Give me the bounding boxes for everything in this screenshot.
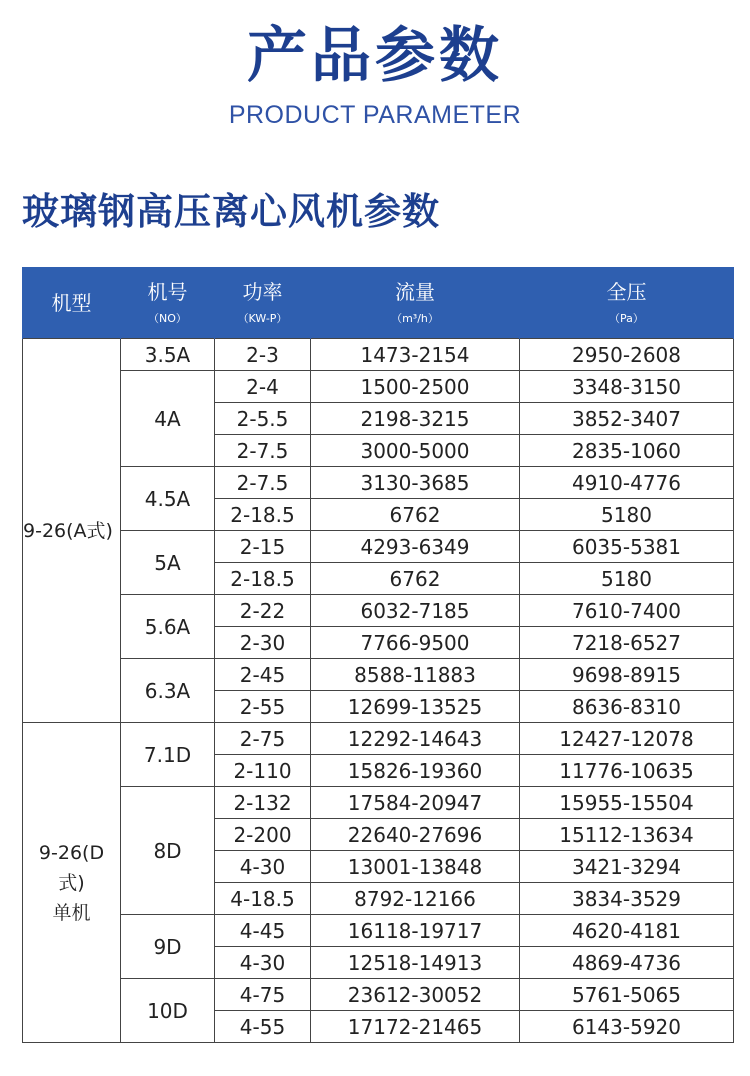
pressure-cell: 15112-13634 [520, 819, 734, 851]
power-cell: 2-45 [215, 659, 311, 691]
table-body [23, 339, 734, 1043]
power-cell: 4-55 [215, 1011, 311, 1043]
flow-cell: 16118-19717 [311, 915, 520, 947]
header-pressure-unit: （Pa） [609, 311, 644, 325]
power-cell: 2-18.5 [215, 499, 311, 531]
pressure-cell: 3834-3529 [520, 883, 734, 915]
flow-cell: 13001-13848 [311, 851, 520, 883]
flow-cell: 22640-27696 [311, 819, 520, 851]
table-row [23, 339, 734, 371]
flow-cell: 1500-2500 [311, 371, 520, 403]
flow-cell: 1473-2154 [311, 339, 520, 371]
section-title: 玻璃钢高压离心风机参数 [22, 190, 440, 233]
flow-cell: 12699-13525 [311, 691, 520, 723]
table-row [23, 723, 734, 755]
pressure-cell: 3852-3407 [520, 403, 734, 435]
power-cell: 2-18.5 [215, 563, 311, 595]
power-cell: 2-200 [215, 819, 311, 851]
pressure-cell: 2950-2608 [520, 339, 734, 371]
header-power [215, 267, 311, 339]
flow-cell: 6762 [311, 563, 520, 595]
header-model [23, 267, 121, 339]
power-cell: 2-15 [215, 531, 311, 563]
machine-no-cell: 4.5A [121, 467, 215, 531]
table-row [23, 915, 734, 947]
header-flow [311, 267, 520, 339]
table-row [23, 787, 734, 819]
model-cell-line: 9-26(D [38, 841, 105, 864]
pressure-cell: 12427-12078 [520, 723, 734, 755]
pressure-cell: 4910-4776 [520, 467, 734, 499]
model-cell-line: 单机 [52, 901, 91, 924]
machine-no-cell: 9D [121, 915, 215, 979]
pressure-cell: 4869-4736 [520, 947, 734, 979]
power-cell: 2-7.5 [215, 435, 311, 467]
flow-cell: 8792-12166 [311, 883, 520, 915]
flow-cell: 3000-5000 [311, 435, 520, 467]
header-machine-no-label: 机号 [147, 279, 188, 304]
parameter-table [22, 267, 734, 1043]
header-power-label: 功率 [242, 279, 283, 304]
power-cell: 4-30 [215, 947, 311, 979]
header-flow-unit: （m³/h） [391, 311, 439, 325]
power-cell: 2-22 [215, 595, 311, 627]
table-row [23, 659, 734, 691]
pressure-cell: 5180 [520, 499, 734, 531]
flow-cell: 6032-7185 [311, 595, 520, 627]
table-row [23, 979, 734, 1011]
pressure-cell: 15955-15504 [520, 787, 734, 819]
power-cell: 2-75 [215, 723, 311, 755]
flow-cell: 15826-19360 [311, 755, 520, 787]
power-cell: 2-7.5 [215, 467, 311, 499]
model-cell-line: 式) [58, 871, 85, 894]
power-cell: 2-110 [215, 755, 311, 787]
pressure-cell: 7610-7400 [520, 595, 734, 627]
pressure-cell: 8636-8310 [520, 691, 734, 723]
pressure-cell: 2835-1060 [520, 435, 734, 467]
power-cell: 4-18.5 [215, 883, 311, 915]
pressure-cell: 6143-5920 [520, 1011, 734, 1043]
power-cell: 2-3 [215, 339, 311, 371]
table-header-row [23, 267, 734, 339]
pressure-cell: 5180 [520, 563, 734, 595]
machine-no-cell: 5.6A [121, 595, 215, 659]
pressure-cell: 7218-6527 [520, 627, 734, 659]
header-model-label: 机型 [51, 290, 92, 315]
flow-cell: 17584-20947 [311, 787, 520, 819]
flow-cell: 3130-3685 [311, 467, 520, 499]
header-machine-no [121, 267, 215, 339]
page-title: 产品参数 [247, 21, 503, 91]
pressure-cell: 3421-3294 [520, 851, 734, 883]
flow-cell: 4293-6349 [311, 531, 520, 563]
power-cell: 2-5.5 [215, 403, 311, 435]
flow-cell: 6762 [311, 499, 520, 531]
machine-no-cell: 3.5A [121, 339, 215, 371]
flow-cell: 8588-11883 [311, 659, 520, 691]
page-subtitle: PRODUCT PARAMETER [228, 101, 522, 129]
pressure-cell: 6035-5381 [520, 531, 734, 563]
table-row [23, 467, 734, 499]
flow-cell: 17172-21465 [311, 1011, 520, 1043]
flow-cell: 2198-3215 [311, 403, 520, 435]
pressure-cell: 5761-5065 [520, 979, 734, 1011]
header-power-unit: （KW-P） [237, 311, 288, 325]
table-row [23, 595, 734, 627]
power-cell: 2-4 [215, 371, 311, 403]
header-pressure [520, 267, 734, 339]
machine-no-cell: 10D [121, 979, 215, 1043]
power-cell: 2-55 [215, 691, 311, 723]
pressure-cell: 9698-8915 [520, 659, 734, 691]
table-row [23, 531, 734, 563]
power-cell: 2-30 [215, 627, 311, 659]
machine-no-cell: 6.3A [121, 659, 215, 723]
pressure-cell: 3348-3150 [520, 371, 734, 403]
flow-cell: 12292-14643 [311, 723, 520, 755]
table-row [23, 371, 734, 403]
flow-cell: 7766-9500 [311, 627, 520, 659]
model-cell [23, 723, 121, 1043]
pressure-cell: 11776-10635 [520, 755, 734, 787]
power-cell: 4-30 [215, 851, 311, 883]
header-machine-no-unit: （NO） [148, 311, 187, 325]
machine-no-cell: 7.1D [121, 723, 215, 787]
model-cell: 9-26(A式) [23, 339, 121, 723]
pressure-cell: 4620-4181 [520, 915, 734, 947]
header-flow-label: 流量 [395, 279, 435, 304]
machine-no-cell: 8D [121, 787, 215, 915]
flow-cell: 23612-30052 [311, 979, 520, 1011]
power-cell: 4-75 [215, 979, 311, 1011]
header-pressure-label: 全压 [606, 279, 647, 304]
machine-no-cell: 5A [121, 531, 215, 595]
flow-cell: 12518-14913 [311, 947, 520, 979]
power-cell: 4-45 [215, 915, 311, 947]
power-cell: 2-132 [215, 787, 311, 819]
machine-no-cell: 4A [121, 371, 215, 467]
